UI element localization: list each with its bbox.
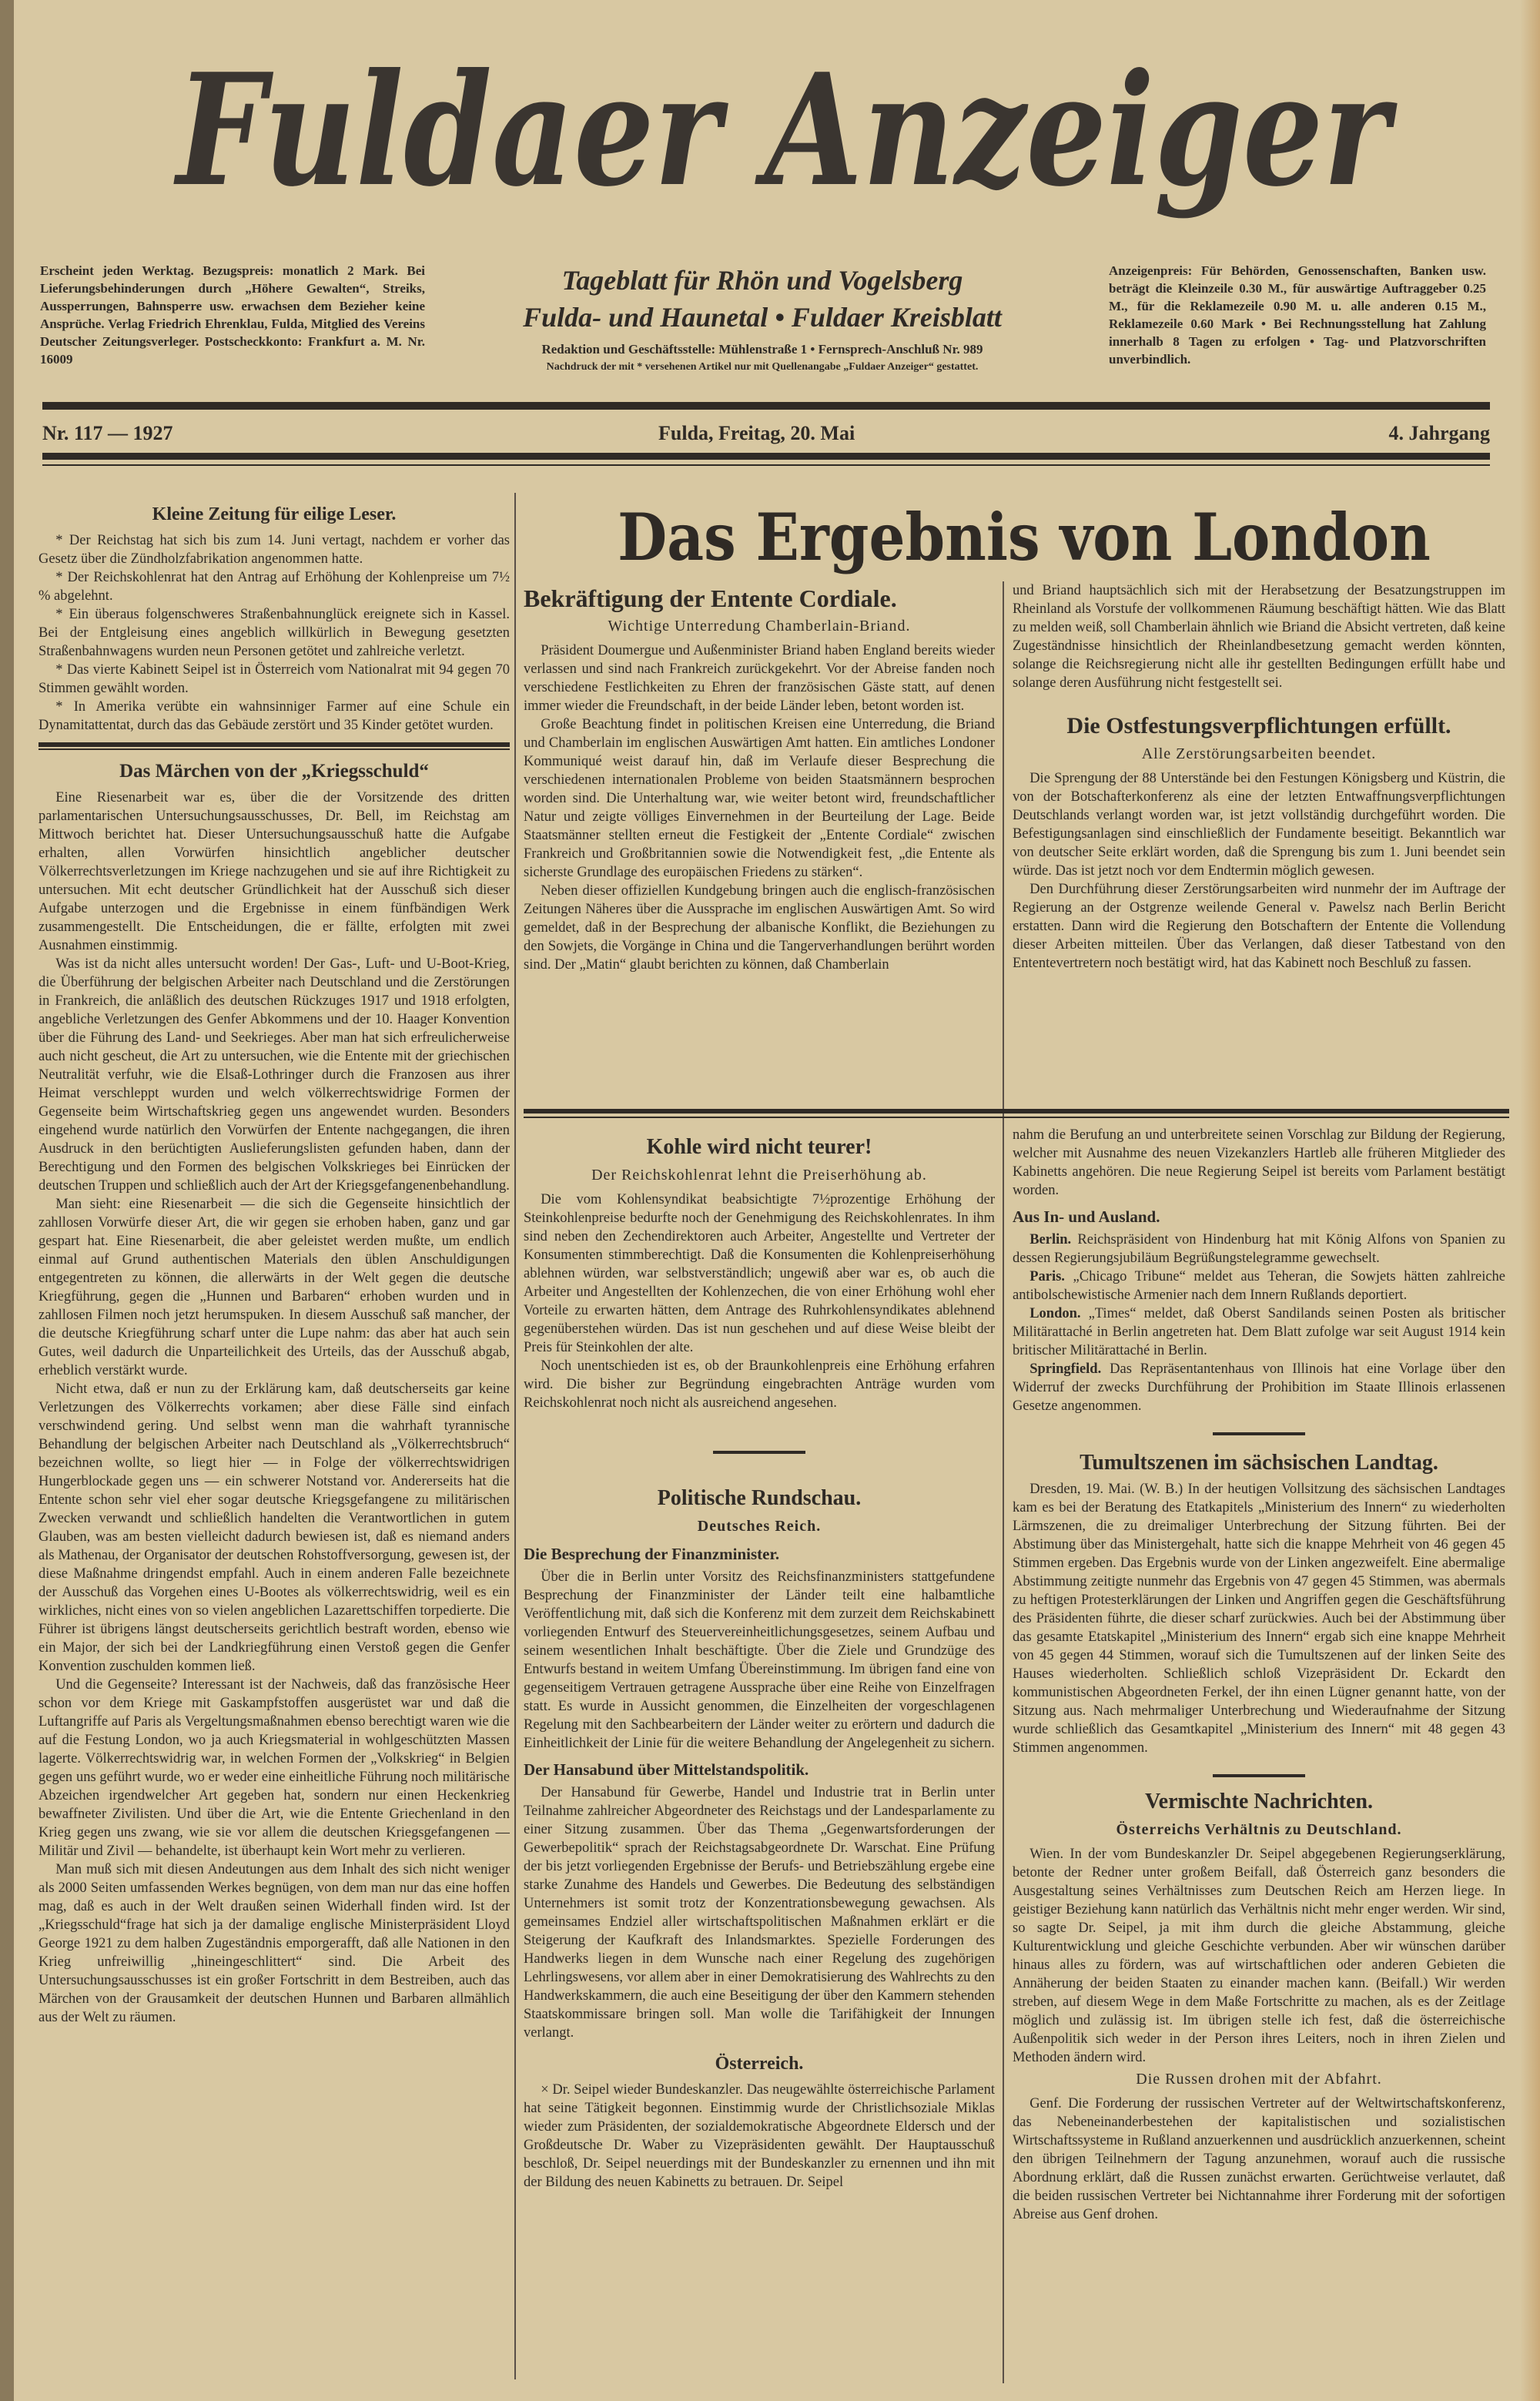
paragraph: Dresden, 19. Mai. (W. B.) In der heutigen Vollsitzung des sächsischen Landtages kam es bei der Beratung des Etatkapitels „Ministerium des Innern“ zu wiederholten Lärmszenen, die zu dreimaliger Unterbrechung der Sitzung führten. Bei der Abstimung über das Ministergehalt, hatte sich die knappe Mehrheit von 46 gegen 45 Stimmen ergeben. Das Ergebnis wurde von der Linken angezweifelt. Eine abermalige Abstimmung zeitigte nunmehr das Ergebnis von 47 gegen 45 Stimmen, was abermals zu heftigen Protesterklärungen der Linken und Angriffen gegen die Geschäftsführung des Präsidenten führte, die dieser scharf zurückwies. Auch bei der Abstimmung über das gesamte Etatskapitel „Ministerium des Innern“ ergab sich eine knappe Mehrheit von 45 gegen 44 Stimmen, worauf sich die Tumultszenen auf der linken Seite des Hauses wiederholten. Schließlich schloß Vizepräsident Dr. Eckardt den kommunistischen Abgeordneten Ferkel, der ihn einen Lügner genannt hatte, von der Sitzung aus. Nach mehrmaliger Unterbrechung und Wiederaufnahme der Sitzung wurde schließlich das Gesamtkapitel „Ministerium des Innern“ mit 48 gegen 43 Stimmen angenommen. [1013,1482,1505,1756]
news-place: Springfield. [1029,1361,1102,1377]
news-item [1013,1304,1505,1360]
news-text: „Chicago Tribune“ meldet aus Teheran, die Sowjets hätten zahlreiche antibolschewistische Armenier nach dem Innern Rußlands deportiert. [1013,1269,1505,1303]
column-divider [514,493,516,2379]
paragraph: Die vom Kohlensyndikat beabsichtigte 7½prozentige Erhöhung der Steinkohlenpreise bedurfte noch der Genehmigung des Reichskohlenrates. In ihm sind neben den Zechendirektoren auch Arbeiter, Angestellte und Vertreter der Konsumenten stimmberechtigt. Daß die Konsumenten die Kohlenpreiserhöhung ablehnen würden, war selbstverständlich; ungewiß aber war es, ob auch die Arbeiter und Angestellten der Kohlenzechen, die von einer Erhöhung wohl eher Vorteile zu erwarten hätten, dem Antrage des Ruhrkohlensyndikates ablehnend gegenüberstehen würden. Das ist nun geschehen und auf diese Weise bleibt der Preis für Steinkohlen der alte. [524,1192,995,1355]
paragraph: Man sieht: eine Riesenarbeit — die sich die Gegenseite hinsichtlich der zahllosen Vorwürfe dieser Art, die wir gegen sie erhoben haben, ganz und gar gespart hat. Eine Riesenarbeit, die aber geleistet werden mußte, um endlich einmal auf Grund authentischen Materials den üblen Anschuldigungen entgegentreten zu können, die allerwärts in der Welt gegen die deutsche Kriegführung, gegen die „Hunnen und Barbaren“ erhoben wurden und in zahllosen Filmen noch jetzt herumspuken. In diesem Ausschuß saß mancher, der die deutsche Kriegführung scharf unter die Lupe nahm: das aber hat auch sein Gutes, weil dadurch die Unparteilichkeit des Urteils, das der Ausschuß abgab, erheblich verstärkt wurde. [38,1197,510,1378]
address-line: Redaktion und Geschäftsstelle: Mühlenstraße 1 • Fernsprech-Anschluß Nr. 989 [541,342,983,357]
paragraph: Über die in Berlin unter Vorsitz des Reichsfinanzministers stattgefundene Besprechung der Finanzminister der Länder teilt eine halbamtliche Veröffentlichung mit, daß sich die Konferenz mit dem zurzeit dem Reichskabinett vorliegenden Entwurf des Steuervereinheitlichungsgesetzes, seinem Aufbau und seinem wesentlichen Inhalt beschäftigte. Über die Ziele und Grundzüge des Entwurfs bestand in weitem Umfang Übereinstimmung. Im übrigen fand eine von gegenseitigem Vertrauen getragene Aussprache über eine Reihe von Einzelfragen statt. Es wurde in Aussicht genommen, die Einzelheiten der vorgeschlagenen Regelung mit den Sachbearbeitern der Länder weiter zu erörtern und dadurch die Einheitlichkeit der Linie für die weitere Behandlung der Angelegenheit zu sichern. [524,1569,995,1751]
entente-article [524,581,995,1105]
festung-subheadline: Alle Zerstörungsarbeiten beendet. [1141,745,1377,762]
paragraph: Präsident Doumergue und Außenminister Briand haben England bereits wieder verlassen und sind nach Frankreich zurückgekehrt. Vor der Abreise fanden noch verschiedene Festlichkeiten zu Ehren der französischen Gäste statt, auf denen immer wieder die Freundschaft, in der beide Länder leben, betont worden ist. [524,643,995,714]
paragraph: Man muß sich mit diesen Andeutungen aus dem Inhalt des sich nicht weniger als 2000 Seiten umfassenden Werkes begnügen, von dem man nur das eine hoffen mag, daß es auch in der Welt draußen seinen Widerhall finden wird. Ist der „Kriegsschuld“frage hat sich ja der damalige englische Ministerpräsident Lloyd George 1921 zu dem halben Zugeständnis emporgerafft, daß alle Nationen in den Krieg unfreiwillig „hineingeschlittert“ sind. Die Arbeit des Untersuchungsausschusses ist ein großer Fortschritt in dem Bestreiben, auch das Märchen von der Grausamkeit der deutschen Hunnen und Barbaren allmählich aus der Welt zu räumen. [38,1862,510,2025]
paragraph: Genf. Die Forderung der russischen Vertreter auf der Weltwirtschaftskonferenz, das Nebeneinanderbestehen der kapitalistischen und sozialistischen Wirtschaftssysteme in Rußland anzuerkennen und ausdrücklich anzuerkennen, scheint den übrigen Teilnehmern der Tagung anzunehmen, worauf auch die russische Abordnung erklärt, daß die Russen zunächst erwarten. Gerüchtweise verlautet, daß die beiden russischen Vertreter bei Nichtannahme ihrer Forderung mit der sofortigen Abreise aus Genf drohen. [1013,2096,1505,2222]
rundschau-section-head: Die Besprechung der Finanzminister. [524,1545,780,1563]
paragraph: * Das vierte Kabinett Seipel ist in Österreich vom Nationalrat mit 94 gegen 70 Stimmen gewählt worden. [38,662,510,696]
news-place: London. [1029,1306,1081,1321]
festung-headline: Die Ostfestungsverpflichtungen erfüllt. [1066,713,1451,738]
austria-headline: Österreich. [715,2054,804,2074]
paragraph: nahm die Berufung an und unterbreitete seinen Vorschlag zur Bildung der Regierung, welcher mit Ausnahme des neuen Vizekanzlers Hartleb alle früheren Mitglieder des Kabinetts angehören. Die neue Regierung Seipel ist bereits vom Parlament bestätigt worden. [1013,1127,1505,1198]
news-text: Reichspräsident von Hindenburg hat mit König Alfons von Spanien zu dessen Regierungsjubiläum Begrüßungstelegramme gewechselt. [1013,1232,1505,1266]
short-rule [1213,1774,1305,1777]
vermischte-subheadline: Österreichs Verhältnis zu Deutschland. [1116,1821,1402,1838]
paragraph: × Dr. Seipel wieder Bundeskanzler. Das neugewählte österreichische Parlament hat seine Tätigkeit begonnen. Einstimmig wurde der Christlichsoziale Miklas wieder zum Präsidenten, der sozialdemokratische Abgeordnete Eldersch und der Großdeutsche Dr. Waber zu Vizepräsidenten gewählt. Der Hauptausschuß beschloß, Dr. Seipel neuerdings mit der Bundeskanzler zu ernennen und ihn mit der Bildung des neuen Kabinetts zu betrauen. Dr. Seipel [524,2082,995,2190]
news-text: Das Repräsentantenhaus von Illinois hat eine Vorlage über den Widerruf der zwecks Durchführung der Prohibition im Staate Illinois erlassenen Gesetze angenommen. [1013,1361,1505,1414]
left-column [38,493,510,2391]
section-rule [524,1109,1509,1113]
paragraph: Den Durchführung dieser Zerstörungsarbeiten wird nunmehr der im Auftrage der Regierung an der Ostgrenze weilende General v. Pawelsz nach Berlin Bericht erstatten. Dann wird die Regierung den Botschaftern der Entente die Vollendung dieser Arbeiten mitteilen. Über das Verlangen, daß dieser Tatbestand von den Ententevertretern noch bestätigt wird, hat das Kabinett noch Beschluß zu fassen. [1013,882,1505,971]
paragraph: Und die Gegenseite? Interessant ist der Nachweis, daß das französische Heer schon vor dem Kriege mit Gaskampfstoffen ausgerüstet war und daß die Luftangriffe auf Paris als Vergeltungsmaßnahmen ebenso berechtigt waren wie die auf die Festung London, wo ja auch Kriegsmaterial in wohlgeschützten Massen lagerte. Völkerrechtswidrig war, in welchen Formen der „Volkskrieg“ in Belgien gegen uns geführt wurde, wo er weder eine einheitliche Führung noch militärische Abzeichen irgendwelcher Art gegeben hat, sondern nur einen Heckenkrieg bewaffneter Zivilisten. Und über die Art, wie die Entente Griechenland in den Krieg gegen uns zwang, wie sie vor allem die deutschen Kriegsgefangenen — Militär und Zivil — behandelte, ist überhaupt kein Wort mehr zu verlieren. [38,1677,510,1859]
lead-headline: Das Ergebnis von London [618,499,1431,575]
entente-subheadline: Wichtige Unterredung Chamberlain-Briand. [608,618,911,635]
place-date: Fulda, Freitag, 20. Mai [658,422,855,444]
right-lower-column [1013,1126,1505,2389]
right-upper-column [1013,581,1505,1105]
reprint-notice: Nachdruck der mit * versehenen Artikel nur mit Quellenangabe „Fuldaer Anzeiger“ gestattet. [546,361,979,373]
double-rule-thin [42,464,1490,466]
news-place: Berlin. [1029,1232,1072,1247]
section-rule-thin [38,748,510,750]
paragraph: Der Hansabund für Gewerbe, Handel und Industrie trat in Berlin unter Teilnahme zahlreicher Abgeordneter des Reichstags und der Landesparlamente zu einer Sitzung zusammen. Über das Thema „Gegenwartsforderungen der Gewerbepolitik“ sprach der Reichstagsabgeordnete Dr. Warschat. Eine Prüfung der bis jetzt vorliegenden Ergebnisse der Berufs- und Betriebszählung ergebe eine starke Zunahme des Handels und Gewerbes. Die Bedeutung des selbständigen Unternehmers ist somit trotz der Konzentrationsbewegung gewachsen. Als gemeinsames Endziel aller wirtschaftspolitischen Maßnahmen erklärt er die Steigerung der Kaufkraft des Inlandsmarktes. Spezielle Forderungen des Handwerks liegen in dem Wunsche nach einer Regelung des zugehörigen Lehrlingswesens, vor allem aber in einer Demokratisierung des Wahlrechts zu den Handwerkskammern, die auch eine Beseitigung der über den Kammern stehenden Staatskommissare bringen soll. Man wolle die Tarifähigkeit der Innungen verlangt. [524,1785,995,2041]
news-item [1013,1360,1505,1415]
middle-lower-column [524,1126,995,2389]
vermischte-subheadline-2: Die Russen drohen mit der Abfahrt. [1136,2071,1382,2088]
entente-headline: Bekräftigung der Entente Cordiale. [524,584,897,612]
paragraph: * Der Reichskohlenrat hat den Antrag auf Erhöhung der Kohlenpreise um 7½ % abgelehnt. [38,570,510,604]
paragraph: Nicht etwa, daß er nun zu der Erklärung kam, daß deutscherseits gar keine Verletzungen des Völkerrechts vorkamen; aber diese Fälle sind einfach verschwindend gering. Und selbst wenn man die wahrhaft tyrannische Behandlung der belgischen Arbeiter nach Deutschland als „Völkerrechtsbruch“ bezeichnen wollte, so liegt hier — in Folge der völkerrechtswidrigen Hungerblockade gegen uns — ein schwerer Notstand vor. Andererseits hat die Entente schon sehr viel eher sogar deutsche Kriegsgefangene zu militärischen Zwecken verwandt und schließlich handelten die Verantwortlichen in gutem Glauben, was am besten vielleicht dadurch bewiesen ist, daß es niemand anders als Mathenau, der Organisator der deutschen Rohstoffversorgung, gewesen ist, der diese Maßnahme dringendst empfahl. Auch in einem anderen Falle bezeichnete der Ausschuß das Vorgehen eines U-Bootes als völkerrechtswidrig, weil es ein wirkliches, nicht eines von so vielen angeblichen Lazarettschiffen torpedierte. Die Führer ist übrigens längst deutscherseits gerichtlich bestraft worden, ebenso wie ein Major, der sich bei der Landkriegführung einen Verstoß gegen die Genfer Konvention zuschulden kommen ließ. [38,1381,510,1674]
newspaper-masthead: Fuldaer Anzeiger [176,40,1390,221]
ausland-headline: Aus In- und Ausland. [1013,1207,1160,1226]
volume: 4. Jahrgang [1388,422,1490,444]
tumult-headline: Tumultszenen im sächsischen Landtag. [1080,1451,1438,1475]
paragraph: Neben dieser offiziellen Kundgebung bringen auch die englisch-französischen Zeitungen Näheres über die Aussprache im englischen Auswärtigen Amt. So wird gemeldet, daß in der Besprechung der albanische Konflikt, die Beziehungen zu den Sowjets, die Vorgänge in China und die Tangerverhandlungen berührt worden sind. Der „Matin“ glaubt berichten zu können, daß Chamberlain [524,883,995,973]
short-rule [1213,1432,1305,1435]
news-text: „Times“ meldet, daß Oberst Sandilands seinen Posten als britischer Militärattaché in Berlin angetreten hat. Dem Blatt zufolge war seit August 1914 kein britischer Militärattaché in Berlin. [1013,1306,1505,1358]
paragraph: Noch unentschieden ist es, ob der Braunkohlenpreis eine Erhöhung erfahren wird. Die bisher zur Begründung eingebrachten Anträge wurden vom Reichskohlenrat noch nicht als ausreichend angesehen. [524,1358,995,1411]
paragraph: * Der Reichstag hat sich bis zum 14. Juni vertagt, nachdem er vorher das Gesetz über die Zündholzfabrikation angenommen hatte. [38,533,510,567]
short-rule [713,1451,805,1454]
masthead-subtitle [439,262,1086,376]
tagline-1: Tageblatt für Rhön und Vogelsberg [561,265,963,296]
section-rule [38,742,510,747]
news-item [1013,1267,1505,1304]
news-item [1013,1231,1505,1267]
rundschau-section-head: Der Hansabund über Mittelstandspolitik. [524,1760,809,1779]
page-binding-edge [0,0,14,2401]
dateline [42,420,1490,450]
advertising-rates: Anzeigenpreis: Für Behörden, Genossenschaften, Banken usw. beträgt die Kleinzeile 0.30 M., für auswärtige Auftraggeber 0.25 M., für die Reklamezeile 0.90 M. u. alle anderen 0.15 M., Reklamezeile 0.60 Mark • Bei Rechnungsstellung hat Zahlung innerhalb 8 Tagen zu erfolgen • Tag- und Platzvorschriften unverbindlich. [1109,263,1486,367]
paragraph: Eine Riesenarbeit war es, über die der Vorsitzende des dritten parlamentarischen Untersuchungsausschusses, Dr. Bell, im Reichstag am Mittwoch berichtet hat. Dieser Untersuchungsausschuß hatte die Aufgabe erhalten, allen Vorwürfen hinsichtlich angeblicher deutscher Völkerrechtsverletzungen im Kriege nachzugehen und sie auf ihre Richtigkeit zu untersuchen. Mit echt deutscher Gründlichkeit hat der Ausschuß sich dieser Aufgabe unterzogen und die Ergebnisse in einem fünfbändigen Werk zusammengestellt. Die Entscheidungen, die er fällte, erfolgten mit zwei Ausnahmen einstimmig. [38,790,510,953]
rundschau-headline: Politische Rundschau. [657,1486,862,1510]
subscription-info: Erscheint jeden Werktag. Bezugspreis: monatlich 2 Mark. Bei Lieferungsbehinderungen durch „Höhere Gewalten“, Streiks, Aussperrungen, Bahnsperre usw. erwachsen dem Bezieher keine Ansprüche. Verlag Friedrich Ehrenklau, Fulda, Mitglied des Vereins Deutscher Zeitungsverleger. Postscheckkonto: Frankfurt a. M. Nr. 16009 [40,263,425,367]
paragraph: Was ist da nicht alles untersucht worden! Der Gas-, Luft- und U-Boot-Krieg, die Überführung der belgischen Arbeiter nach Deutschland und die Zerstörungen in Frankreich, die anläßlich des deutschen Rückzuges 1917 und 1918 erfolgten, angebliche Verletzungen des Genfer Abkommens und der 10. Haager Konvention über die Führung des Land- und Seekrieges. Aber man hat sich erfreulicherweise auch nicht gescheut, die Art zu untersuchen, wie die Entente mit der griechischen Neutralität verfuhr, wie die Elsaß-Lothringer durch die Franzosen aus ihrer Heimat verschleppt wurden und welch völkerrechtswidrige Formen der Gegenseite beim Wirtschaftskrieg gegen uns angewendet wurden. Besonders eingehend wurde natürlich den Vorwürfen der Entente nachgegangen, die ihren Ausdruck in den berüchtigten Auslieferungslisten gefunden haben, dann der Berechtigung und den Formen des belgischen Volkskrieges bei Einrücken der deutschen Truppen und schließlich auch der Art der Kriegsgefangenenbehandlung. [38,956,510,1194]
issue-number: Nr. 117 — 1927 [42,422,173,444]
section-rule-thin [524,1117,1509,1118]
paragraph: Große Beachtung findet in politischen Kreisen eine Unterredung, die Briand und Chamberlain im englischen Auswärtigen Amt hatten. Ein amtliches Londoner Kommuniqué weist darauf hin, daß im Verlaufe dieser Besprechung die verschiedenen internationalen Probleme von beiden Staatsmännern besprochen worden sind. Die Unterhaltung war, wie weiter betont wird, freundschaftlicher Natur und zeigte völliges Einvernehmen in der Beurteilung der Lage. Beide Staatsmänner stellten erneut die Festigkeit der „Entente Cordiale“ zwischen Frankreich und Großbritannien sowie die Notwendigkeit fest, „die Entente als sicherste Grundlage des europäischen Friedens zu stärken“. [524,717,995,880]
page-right-edge [1520,0,1540,2401]
maerchen-headline: Das Märchen von der „Kriegsschuld“ [119,761,429,782]
paragraph: Die Sprengung der 88 Unterstände bei den Festungen Königsberg und Küstrin, die von der Botschafterkonferenz als eine der letzten Entwaffnungsverpflichtungen Deutschlands verlangt worden war, ist jetzt vollständig durchgeführt worden. Die Befestigungsanlagen sind einschließlich der Fundamente beseitigt. Bekanntlich war von deutscher Seite erklärt worden, daß die Sprengung bis zum 1. Juni beendet sein würde. Das ist jetzt noch vor dem Endtermin möglich gewesen. [1013,771,1505,879]
paragraph: * In Amerika verübte ein wahnsinniger Farmer auf eine Schule ein Dynamitattentat, durch das das Gebäude zerstört und 35 Kinder getötet wurden. [38,699,510,733]
double-rule-thick [42,453,1490,460]
kohle-subheadline: Der Reichskohlenrat lehnt die Preiserhöhung ab. [591,1167,927,1184]
kleine-zeitung-items [38,531,510,735]
paragraph: Wien. In der vom Bundeskanzler Dr. Seipel abgegebenen Regierungserklärung, betonte der Redner unter großem Beifall, daß Österreich ganz besonders die Ausgestaltung seines Verhältnisses zum Deutschen Reich am Herzen liege. In geistiger Beziehung kann natürlich das Verhältnis nicht mehr enger werden. Wir sind, so sagte Dr. Seipel, ja mit ihm durch die gleiche Abstammung, gleiche Kulturentwicklung und gleiche Geschichte verbunden. Aber wir wünschen darüber hinaus alles zu fördern, was auf wirtschaftlichen oder anderen Gebieten die Annäherung der beiden Staaten zu einander machen kann. (Beifall.) Wir werden streben, auf diesem Wege in dem Maße Fortschritte zu machen, als es der Zeitlage möglich und zulässig ist. Im übrigen stelle ich fest, daß die österreichische Außenpolitik sich weder in der Person ihres Leiters, noch in ihren Zielen und Methoden ändern wird. [1013,1847,1505,2065]
ausland-items [1013,1231,1505,1415]
top-rule [42,402,1490,410]
rundschau-subheadline: Deutsches Reich. [697,1518,822,1535]
kohle-headline: Kohle wird nicht teurer! [646,1135,872,1159]
column-divider [1003,581,1004,2383]
vermischte-headline: Vermischte Nachrichten. [1144,1790,1373,1813]
kleine-zeitung-headline: Kleine Zeitung für eilige Leser. [152,504,397,524]
news-place: Paris. [1029,1269,1065,1284]
paragraph: und Briand hauptsächlich sich mit der Herabsetzung der Besatzungstruppen im Rheinland als Vorstufe der vollkommenen Räumung beschäftigt hätten. Wie das Blatt zu melden weiß, soll Chamberlain ähnlich wie Briand die Absicht vertreten, daß keine Zugeständnisse hinsichtlich der Rheinlandbesetzung gemacht werden könnten, solange die Reichsregierung nicht alle ihr gestellten Bedingungen erfüllt habe und solange deren Ausführung nicht festgestellt sei. [1013,583,1505,691]
paragraph: * Ein überaus folgenschweres Straßenbahnunglück ereignete sich in Kassel. Bei der Entgleisung eines angeblich willkürlich in Bewegung gesetzten Straßenbahnwagens wurden neun Personen getötet und zahlreiche verletzt. [38,607,510,659]
tagline-2: Fulda- und Haunetal • Fuldaer Kreisblatt [523,302,1002,333]
maerchen-body [38,789,510,2027]
